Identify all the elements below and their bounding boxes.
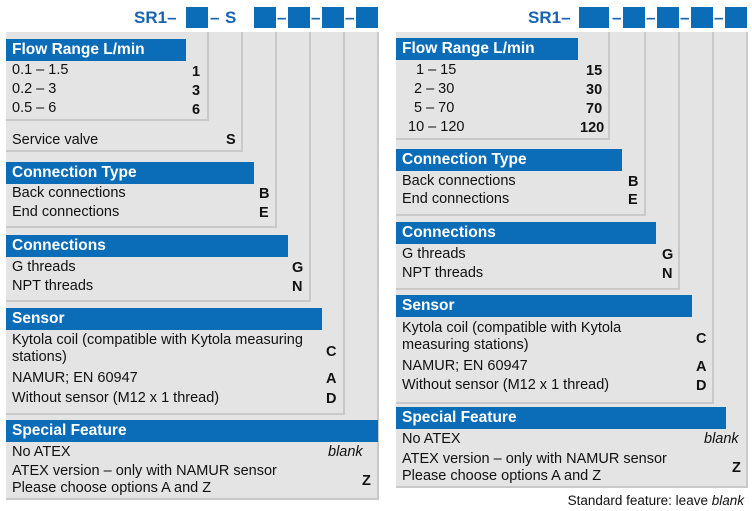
left-sensor-code: D [326,391,337,407]
left-special-code: Z [362,473,371,489]
right-code-slot-connections [657,7,679,28]
left-sensor-code: C [326,344,337,360]
left-connection-type-code: E [259,205,269,221]
right-connection-type-label: End connections [402,191,510,207]
left-model-prefix: SR1– [134,8,177,27]
right-separator: – [612,8,622,27]
right-flow-range: 5 – 70 [414,100,455,116]
right-sensor-header: Sensor [396,295,692,317]
right-code-slot-special [725,7,747,28]
right-special-label: No ATEX [402,431,461,447]
right-flow-range: 1 – 15 [416,62,457,78]
left-special-header: Special Feature [6,420,378,442]
right-special-code: Z [732,460,741,476]
right-flow-range: 2 – 30 [414,81,455,97]
right-separator: – [714,8,724,27]
left-special-label: No ATEX [12,444,71,460]
footnote-text: Standard feature: leave [567,493,712,508]
right-special-label: ATEX version – only with NAMUR sensor [402,451,667,467]
left-flow-header: Flow Range L/min [6,39,186,61]
left-separator: – [311,8,321,27]
right-connections-code: G [662,247,674,263]
right-sensor-label: Without sensor (M12 x 1 thread) [402,377,610,393]
left-code-slot-special [356,7,378,28]
left-separator: – [345,8,355,27]
left-connections-header: Connections [6,235,288,257]
right-sensor-label: NAMUR; EN 60947 [402,358,528,374]
left-code-slot-sensor [322,7,344,28]
right-flow-header: Flow Range L/min [396,38,578,60]
right-separator: – [680,8,690,27]
right-flow-code: 30 [586,82,603,98]
left-flow-code: 1 [192,64,201,80]
right-connections-header: Connections [396,222,656,244]
right-special-code: blank [704,431,739,447]
left-separator: – [277,8,287,27]
right-special-header: Special Feature [396,407,726,429]
left-flow-range: 0.5 – 6 [12,100,57,116]
left-flow-code: 3 [192,83,201,99]
right-model-prefix: SR1– [528,8,571,27]
right-connection-type-label: Back connections [402,173,516,189]
right-connection-type-code: B [628,174,639,190]
left-code-slot-flow [186,7,208,28]
right-sensor-code: D [696,378,707,394]
right-flow-range: 10 – 120 [408,119,465,135]
right-flow-code: 120 [580,120,605,136]
left-separator: – [210,8,220,27]
right-flow-code: 70 [586,101,603,117]
right-code-slot-connection-type [623,7,645,28]
footnote-italic: blank [711,493,744,508]
right-code-slot-flow [579,7,609,28]
right-footnote [568,492,744,509]
left-connection-type-code: B [259,186,270,202]
left-code-slot-connection-type [254,7,276,28]
right-connections-code: N [662,266,673,282]
right-sensor-code: C [696,331,707,347]
left-special-code: blank [328,444,363,460]
left-connection-type-label: End connections [12,204,120,220]
left-service-code: S [226,132,236,148]
left-connections-code: G [292,260,304,276]
left-model-fixed: S [225,8,237,27]
left-flow-code: 6 [192,102,201,118]
right-sensor-code: A [696,359,707,375]
left-sensor-label: Without sensor (M12 x 1 thread) [12,390,220,406]
left-sensor-label: Kytola coil (compatible with Kytola measuring stations) [12,332,303,365]
right-connection-type-code: E [628,192,638,208]
left-special-label: ATEX version – only with NAMUR sensor [12,463,277,479]
right-special-label: Please choose options A and Z [402,468,602,484]
right-flow-code: 15 [586,63,603,79]
left-flow-range: 0.1 – 1.5 [12,62,69,78]
left-connections-code: N [292,279,303,295]
left-sensor-label: NAMUR; EN 60947 [12,370,138,386]
left-connection-type-label: Back connections [12,185,126,201]
left-special-label: Please choose options A and Z [12,480,212,496]
left-connections-label: G threads [12,259,76,275]
left-sensor-code: A [326,371,337,387]
right-connections-label: NPT threads [402,265,484,281]
right-connection-type-header: Connection Type [396,149,622,171]
right-separator: – [646,8,656,27]
left-service-label: Service valve [12,132,99,148]
left-sensor-header: Sensor [6,308,322,330]
right-sensor-label: Kytola coil (compatible with Kytola measuring stations) [402,320,622,353]
right-code-slot-sensor [691,7,713,28]
right-connections-label: G threads [402,246,466,262]
left-connections-label: NPT threads [12,278,94,294]
left-code-slot-connections [288,7,310,28]
left-flow-range: 0.2 – 3 [12,81,57,97]
left-connection-type-header: Connection Type [6,162,254,184]
